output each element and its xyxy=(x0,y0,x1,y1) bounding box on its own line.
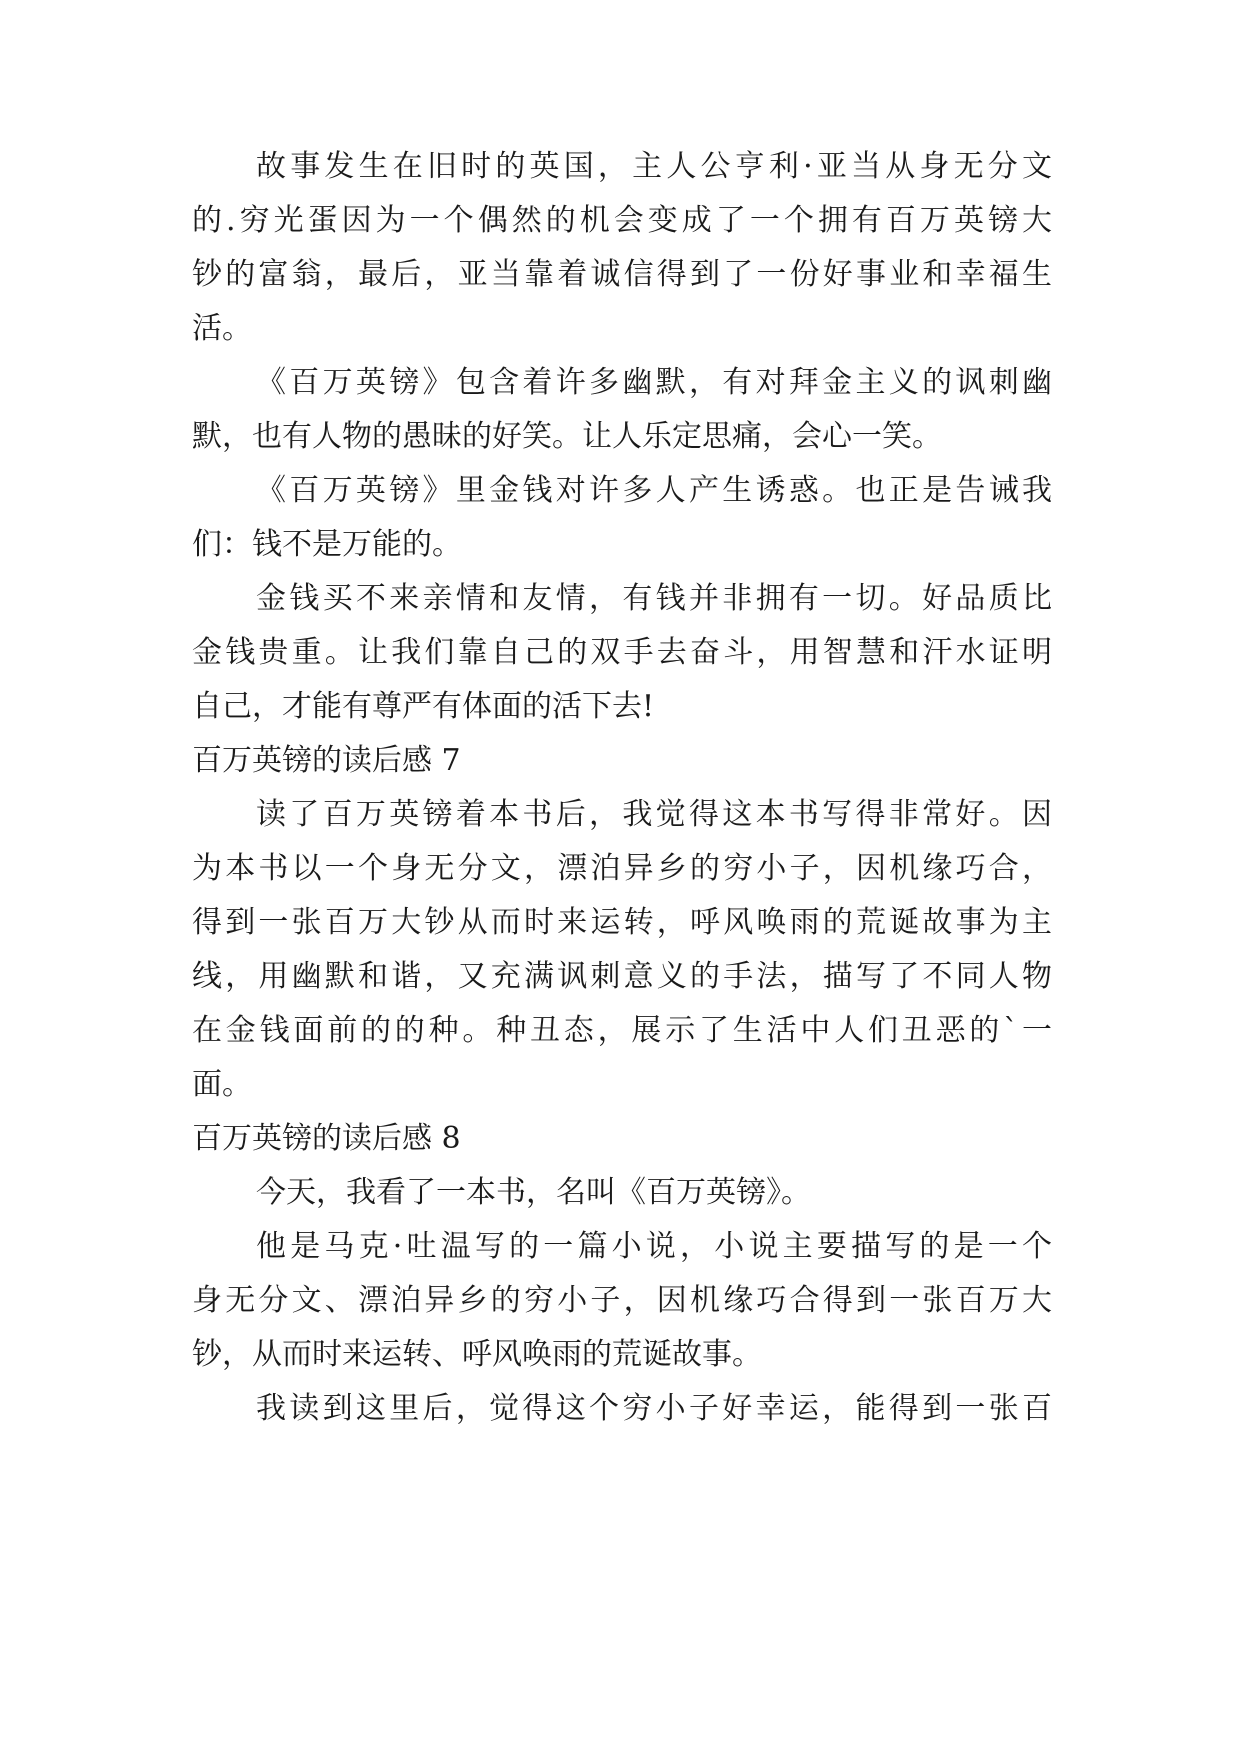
paragraph-line: 钞，从而时来运转、呼风唤雨的荒诞故事。 xyxy=(192,1337,762,1372)
paragraph-line: 活。 xyxy=(192,311,252,346)
paragraph-line: 线，用幽默和谐，又充满讽刺意义的手法，描写了不同人物 xyxy=(192,959,1052,994)
paragraph-line: 金钱贵重。让我们靠自己的双手去奋斗，用智慧和汗水证明 xyxy=(192,635,1052,670)
paragraph-line: 在金钱面前的的种。种丑态，展示了生活中人们丑恶的`一 xyxy=(192,1013,1052,1048)
paragraph-line: 为本书以一个身无分文，漂泊异乡的穷小子，因机缘巧合， xyxy=(192,851,1052,886)
paragraph-line: 钞的富翁，最后，亚当靠着诚信得到了一份好事业和幸福生 xyxy=(192,257,1052,292)
paragraph-line: 身无分文、漂泊异乡的穷小子，因机缘巧合得到一张百万大 xyxy=(192,1283,1052,1318)
section-heading: 百万英镑的读后感 7 xyxy=(192,743,461,778)
paragraph-line: 《百万英镑》包含着许多幽默，有对拜金主义的讽刺幽 xyxy=(256,365,1052,400)
paragraph-line: 金钱买不来亲情和友情，有钱并非拥有一切。好品质比 xyxy=(256,581,1052,616)
paragraph-line: 今天，我看了一本书，名叫《百万英镑》。 xyxy=(256,1175,811,1210)
paragraph-line: 他是马克·吐温写的一篇小说，小说主要描写的是一个 xyxy=(256,1229,1052,1264)
paragraph-line: 的.穷光蛋因为一个偶然的机会变成了一个拥有百万英镑大 xyxy=(192,203,1052,238)
paragraph-line: 们：钱不是万能的。 xyxy=(192,527,462,562)
paragraph-line: 读了百万英镑着本书后，我觉得这本书写得非常好。因 xyxy=(256,797,1052,832)
paragraph-line: 我读到这里后，觉得这个穷小子好幸运，能得到一张百 xyxy=(256,1391,1052,1426)
paragraph-line: 面。 xyxy=(192,1067,252,1102)
section-heading: 百万英镑的读后感 8 xyxy=(192,1121,461,1156)
paragraph-line: 自己，才能有尊严有体面的活下去! xyxy=(192,689,655,724)
paragraph-line: 《百万英镑》里金钱对许多人产生诱惑。也正是告诫我 xyxy=(256,473,1052,508)
paragraph-line: 默，也有人物的愚昧的好笑。让人乐定思痛，会心一笑。 xyxy=(192,419,942,454)
paragraph-line: 得到一张百万大钞从而时来运转，呼风唤雨的荒诞故事为主 xyxy=(192,905,1052,940)
paragraph-line: 故事发生在旧时的英国，主人公亨利·亚当从身无分文 xyxy=(256,149,1052,184)
